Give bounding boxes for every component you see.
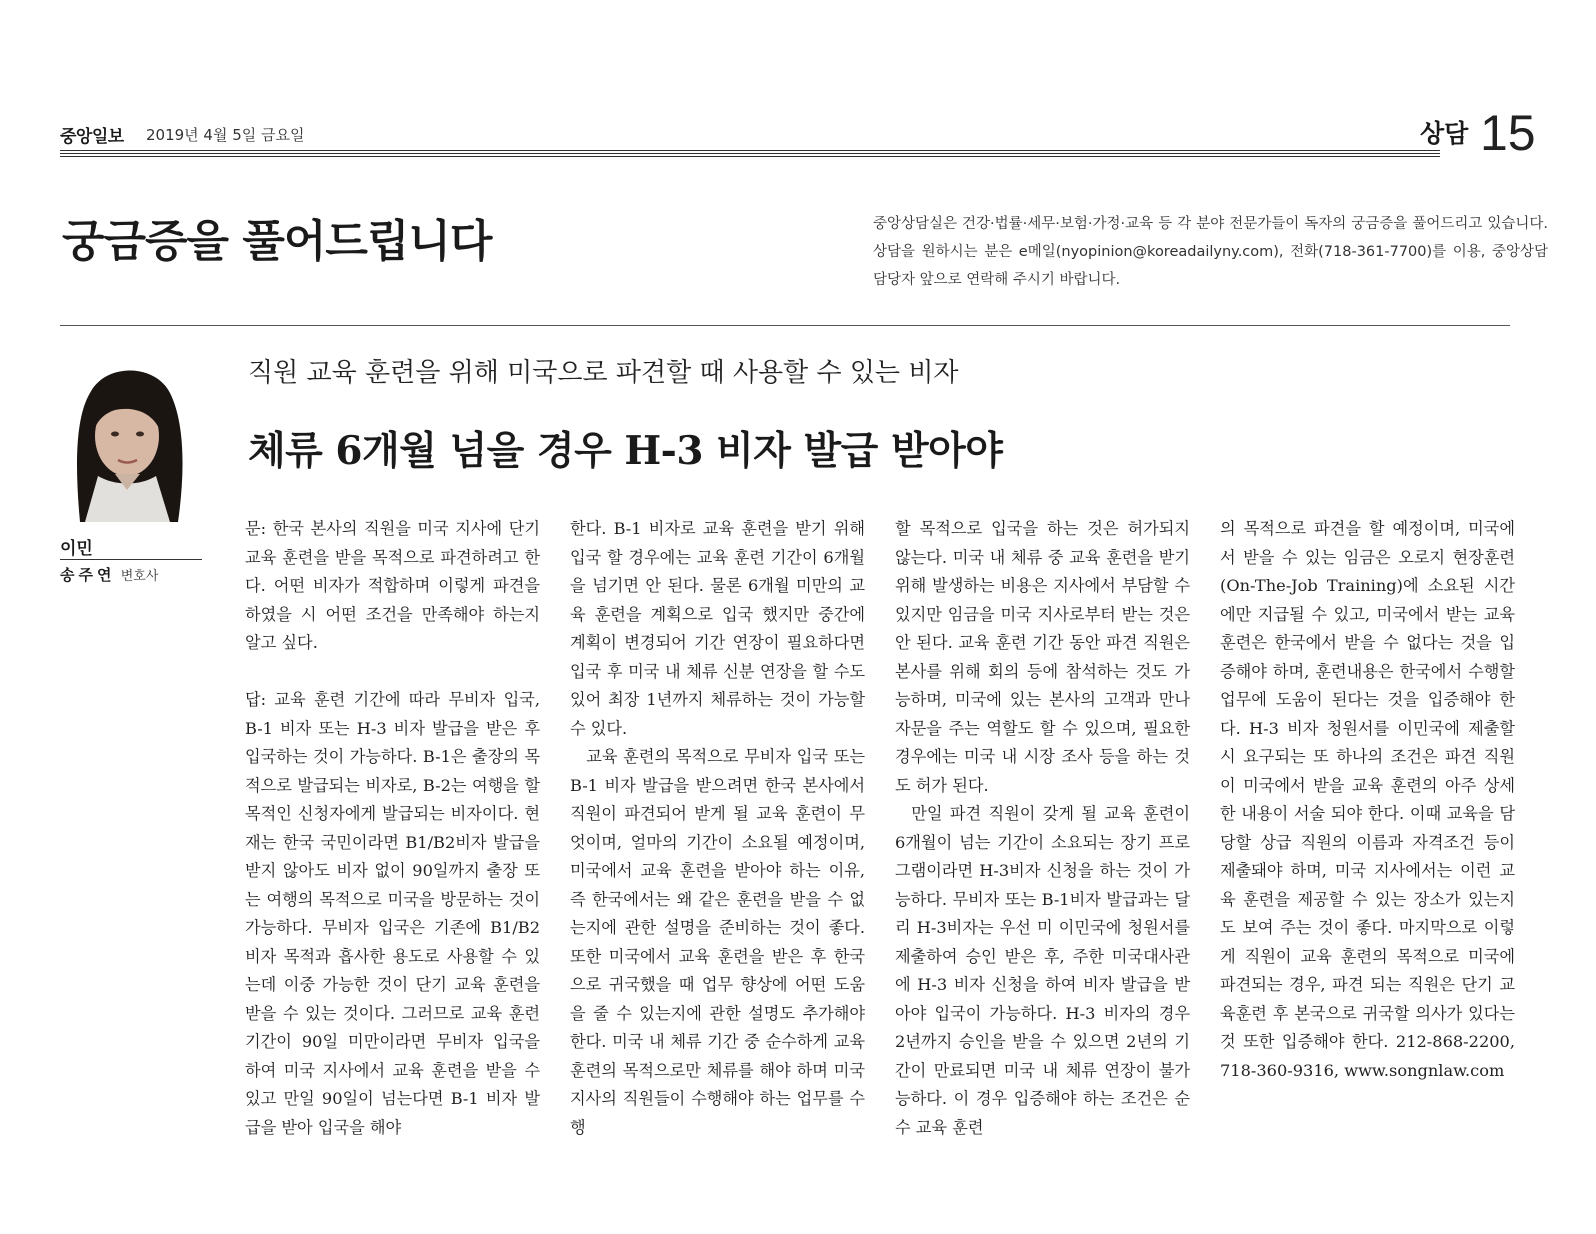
article-subhead: 직원 교육 훈련을 위해 미국으로 파견할 때 사용할 수 있는 비자 — [248, 358, 959, 388]
answer-paragraph-4: 할 목적으로 입국을 하는 것은 허가되지 않는다. 미국 내 체류 중 교육 훈련을 받기 위해 발생하는 비용은 지사에서 부담할 수 있지만 임금을 미국 지사로부터 받는 것은 안 된다. 교육 훈련 기간 동안 파견 직원은 본사를 위해 회의 등에 참석하는 것도 가능하며, 미국에 있는 본사의 고객과 만나 자문을 주는 역할도 할 수 있으며, 필요한 경우에는 미국 내 시장 조사 등을 하는 것도 허가 된다. — [895, 519, 1190, 795]
article-column-3 — [895, 515, 1190, 1142]
answer-paragraph-5: 만일 파견 직원이 갖게 될 교육 훈련이 6개월이 넘는 기간이 소요되는 장기 프로그램이라면 H-3비자 신청을 하는 것이 가능하다. 무비자 또는 B-1비자 발급과는 달리 H-3비자는 우선 미 이민국에 청원서를 제출하여 승인 받은 후, 주한 미국대사관에 H-3 비자 신청을 하여 비자 발급을 받아야 입국이 가능하다. H-3 비자의 경우 2년까지 승인을 받을 수 있으면 2년의 기간이 만료되면 미국 내 체류 연장이 불가능하다. 이 경우 입증해야 하는 조건은 순수 교육 훈련 — [895, 804, 1190, 1137]
author-photo-graphic — [60, 358, 195, 522]
section-divider — [60, 325, 1510, 326]
page-title: 궁금증을 풀어드립니다 — [62, 216, 492, 267]
article-column-4 — [1220, 515, 1515, 1085]
answer-paragraph-6: 의 목적으로 파견을 할 예정이며, 미국에서 받을 수 있는 임금은 오로지 현장훈련(On-The-Job Training)에 소요된 시간에만 지급될 수 있고, 미국에서 받는 교육 훈련은 한국에서 받을 수 없다는 것을 입증해야 하며, 훈련내용은 한국에서 수행할 업무에 도움이 된다는 것을 입증해야 한다. H-3 비자 청원서를 이민국에 제출할 시 요구되는 또 하나의 조건은 파견 직원이 미국에서 받을 교육 훈련의 아주 상세한 내용이 서술 되야 한다. 이때 교육을 담당할 상급 직원의 이름과 자격조건 등이 제출돼야 하며, 미국 지사에서는 이런 교육 훈련을 제공할 수 있는 장소가 있는지도 보여 주는 것이 좋다. 마지막으로 이렇게 직원이 교육 훈련의 목적으로 미국에 파견되는 경우, 파견 되는 직원은 단기 교육훈련 후 본국으로 귀국할 의사가 있다는 것 또한 입증해야 한다. 212-868-2200, 718-360-9316, www.songnlaw.com — [1220, 519, 1515, 1080]
author-photo — [60, 358, 195, 522]
masthead-rule-2 — [60, 153, 1440, 154]
page-number: 15 — [1480, 105, 1536, 161]
intro-text: 중앙상담실은 건강·법률·세무·보험·가정·교육 등 각 분야 전문가들이 독자의 궁금증을 풀어드리고 있습니다. 상담을 원하시는 분은 e메일(nyopinion@koreadailyny.com), 전화(718-361-7700)를 이용, 중앙상담 담당자 앞으로 연락해 주시기 바랍니다. — [873, 216, 1548, 288]
masthead-rule-3 — [60, 156, 1440, 157]
newspaper-name: 중앙일보 — [60, 127, 124, 147]
section-label: 상담 — [1420, 119, 1469, 148]
article-column-1 — [245, 515, 540, 1142]
masthead-rule-1 — [60, 150, 1440, 151]
author-byline — [60, 564, 158, 585]
masthead — [60, 105, 1546, 170]
author-name: 송주연 — [60, 566, 116, 584]
answer-paragraph-1: 답: 교육 훈련 기간에 따라 무비자 입국, B-1 비자 또는 H-3 비자 발급을 받은 후 입국하는 것이 가능하다. B-1은 출장의 목적으로 발급되는 비자로, B-2는 여행을 할 목적인 신청자에게 발급되는 비자이다. 현재는 한국 국민이라면 B1/B2비자 발급을 받지 않아도 비자 없이 90일까지 출장 또는 여행의 목적으로 미국을 방문하는 것이 가능하다. 무비자 입국은 기존에 B1/B2 비자 목적과 흡사한 용도로 사용할 수 있는데 이중 가능한 것이 단기 교육 훈련을 받을 수 있는 것이다. 그러므로 교육 훈련 기간이 90일 미만이라면 무비자 입국을 하여 미국 지사에서 교육 훈련을 받을 수 있고 만일 90일이 넘는다면 B-1 비자 발급을 받아 입국을 해야 — [245, 690, 540, 1137]
answer-paragraph-2: 한다. B-1 비자로 교육 훈련을 받기 위해 입국 할 경우에는 교육 훈련 기간이 6개월을 넘기면 안 된다. 물론 6개월 미만의 교육 훈련을 계획으로 입국 했지만 중간에 계획이 변경되어 기간 연장이 필요하다면 입국 후 미국 내 체류 신분 연장을 할 수도 있어 최장 1년까지 체류하는 것이 가능할 수 있다. — [570, 519, 865, 738]
article-column-2 — [570, 515, 865, 1142]
question-paragraph: 문: 한국 본사의 직원을 미국 지사에 단기 교육 훈련을 받을 목적으로 파견하려고 한다. 어떤 비자가 적합하며 이렇게 파견을 하였을 시 어떤 조건을 만족해야 하는지 알고 싶다. — [245, 519, 540, 652]
article-headline: 체류 6개월 넘을 경우 H-3 비자 발급 받아야 — [248, 428, 1003, 474]
byline-rule — [60, 559, 202, 560]
author-title: 변호사 — [120, 569, 159, 584]
issue-date: 2019년 4월 5일 금요일 — [146, 126, 305, 144]
column-category: 이민 — [60, 539, 93, 559]
answer-paragraph-3: 교육 훈련의 목적으로 무비자 입국 또는 B-1 비자 발급을 받으려면 한국 본사에서 직원이 파견되어 받게 될 교육 훈련이 무엇이며, 얼마의 기간이 소요될 예정이며, 미국에서 교육 훈련을 받아야 하는 이유, 즉 한국에서는 왜 같은 훈련을 받을 수 없는지에 관한 설명을 준비하는 것이 좋다. 또한 미국에서 교육 훈련을 받은 후 한국으로 귀국했을 때 업무 향상에 어떤 도움을 줄 수 있는지에 관한 설명도 추가해야 한다. 미국 내 체류 기간 중 순수하게 교육 훈련의 목적으로만 체류를 해야 하며 미국 지사의 직원들이 수행해야 하는 업무를 수행 — [570, 747, 865, 1137]
